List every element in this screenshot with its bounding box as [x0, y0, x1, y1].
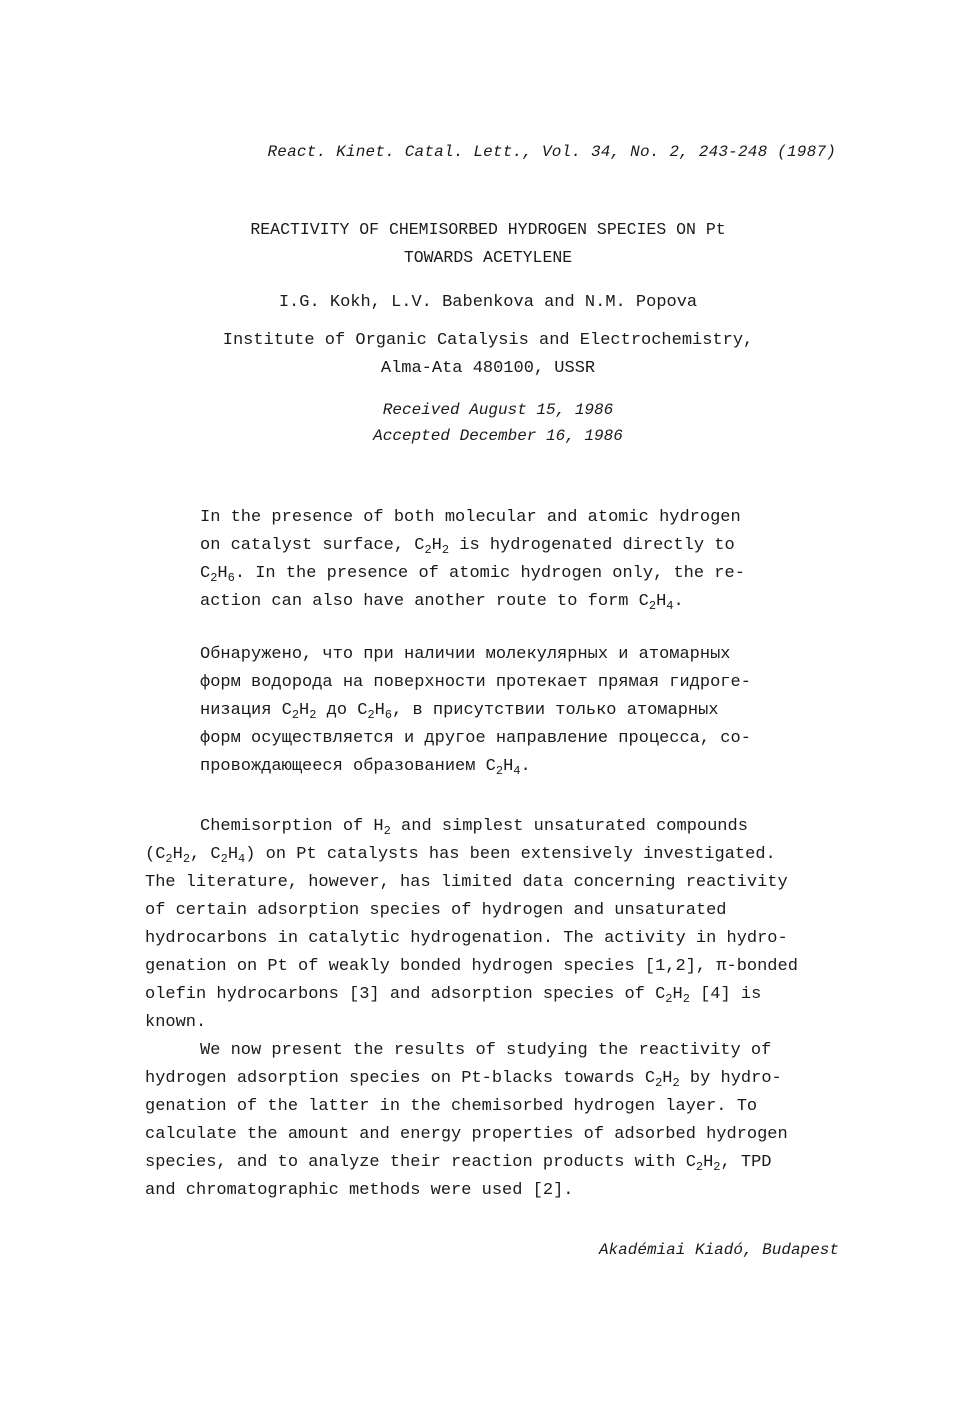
subscript: 2	[383, 824, 391, 838]
abstract-line: форм водорода на поверхности протекает прямая гидроге-	[200, 673, 751, 692]
body-line: and chromatographic methods were used [2].	[145, 1181, 574, 1200]
abstract-line: Обнаружено, что при наличии молекулярных и атомарных	[200, 645, 731, 664]
title-line: TOWARDS ACETYLENE	[403, 248, 573, 267]
body-line: Chemisorption of $H_2$ and simplest unsaturated compounds	[200, 817, 748, 838]
affiliation	[0, 327, 976, 383]
abstract-line: форм осуществляется и другое направление процесса, со-	[200, 729, 751, 748]
body-line: The literature, however, has limited data concerning reactivity	[145, 873, 788, 892]
subscript: 2	[665, 992, 673, 1006]
abstract-line: провождающееся образованием $C_2H_4$.	[200, 757, 531, 778]
body-line: genation of the latter in the chemisorbed hydrogen layer. To	[145, 1097, 758, 1116]
subscript: 2	[220, 852, 228, 866]
subscript: 2	[441, 543, 450, 557]
abstract-line: action can also have another route to form $C_2H_4$.	[200, 592, 684, 613]
body-line: genation on Pt of weakly bonded hydrogen species [1,2], π-bonded	[145, 957, 798, 976]
body-line: ($C_2H_2$, $C_2H_4$) on Pt catalysts has been extensively investigated.	[145, 845, 776, 866]
abstract-line: on catalyst surface, $C_2H_2$ is hydrogenated directly to	[200, 536, 735, 557]
body-line: We now present the results of studying the reactivity of	[200, 1041, 772, 1060]
body-line: calculate the amount and energy properties of adsorbed hydrogen	[145, 1125, 788, 1144]
abstract-line: низация $C_2H_2$ до $C_2H_6$, в присутствии только атомарных	[200, 701, 719, 722]
abstract-russian	[200, 641, 800, 781]
submission-dates	[0, 397, 976, 449]
subscript: 2	[367, 708, 375, 722]
subscript: 4	[513, 764, 521, 778]
subscript: 2	[695, 1160, 704, 1174]
subscript: 6	[384, 708, 393, 722]
accepted-date: Accepted December 16, 1986	[373, 427, 623, 445]
body-text	[145, 813, 845, 1205]
journal-reference: React. Kinet. Catal. Lett., Vol. 34, No. 2, 243-248 (1987)	[267, 143, 836, 161]
title-line: REACTIVITY OF CHEMISORBED HYDROGEN SPECIES ON Pt	[250, 220, 726, 239]
body-line: species, and to analyze their reaction products with $C_2H_2$, TPD	[145, 1153, 772, 1174]
body-line: olefin hydrocarbons [3] and adsorption species of $C_2H_2$ [4] is	[145, 985, 762, 1006]
subscript: 2	[291, 708, 300, 722]
subscript: 4	[666, 599, 674, 613]
affiliation-line: Alma-Ata 480100, USSR	[380, 359, 596, 378]
body-line: hydrocarbons in catalytic hydrogenation. The activity in hydro-	[145, 929, 788, 948]
subscript: 2	[165, 852, 173, 866]
author-list: I.G. Kokh, L.V. Babenkova and N.M. Popova	[278, 293, 698, 312]
body-line: hydrogen adsorption species on Pt-blacks towards $C_2H_2$ by hydro-	[145, 1069, 782, 1090]
subscript: 2	[495, 764, 504, 778]
paper-title	[0, 216, 976, 272]
abstract-line: In the presence of both molecular and atomic hydrogen	[200, 508, 741, 527]
subscript: 2	[210, 571, 218, 585]
subscript: 2	[713, 1160, 721, 1174]
abstract-english	[200, 504, 800, 616]
subscript: 4	[238, 852, 246, 866]
subscript: 2	[424, 543, 432, 557]
subscript: 2	[182, 852, 191, 866]
body-line: known.	[145, 1013, 207, 1032]
subscript: 2	[682, 992, 690, 1006]
body-line: of certain adsorption species of hydrogen and unsaturated	[145, 901, 727, 920]
subscript: 2	[672, 1076, 680, 1090]
subscript: 2	[655, 1076, 663, 1090]
subscript: 2	[648, 599, 657, 613]
subscript: 2	[309, 708, 317, 722]
subscript: 6	[227, 571, 235, 585]
received-date: Received August 15, 1986	[382, 401, 614, 419]
abstract-line: $C_2H_6$. In the presence of atomic hydrogen only, the re-	[200, 564, 745, 585]
publisher-footer: Akadémiai Kiadó, Budapest	[598, 1241, 839, 1259]
affiliation-line: Institute of Organic Catalysis and Electrochemistry,	[222, 331, 754, 350]
